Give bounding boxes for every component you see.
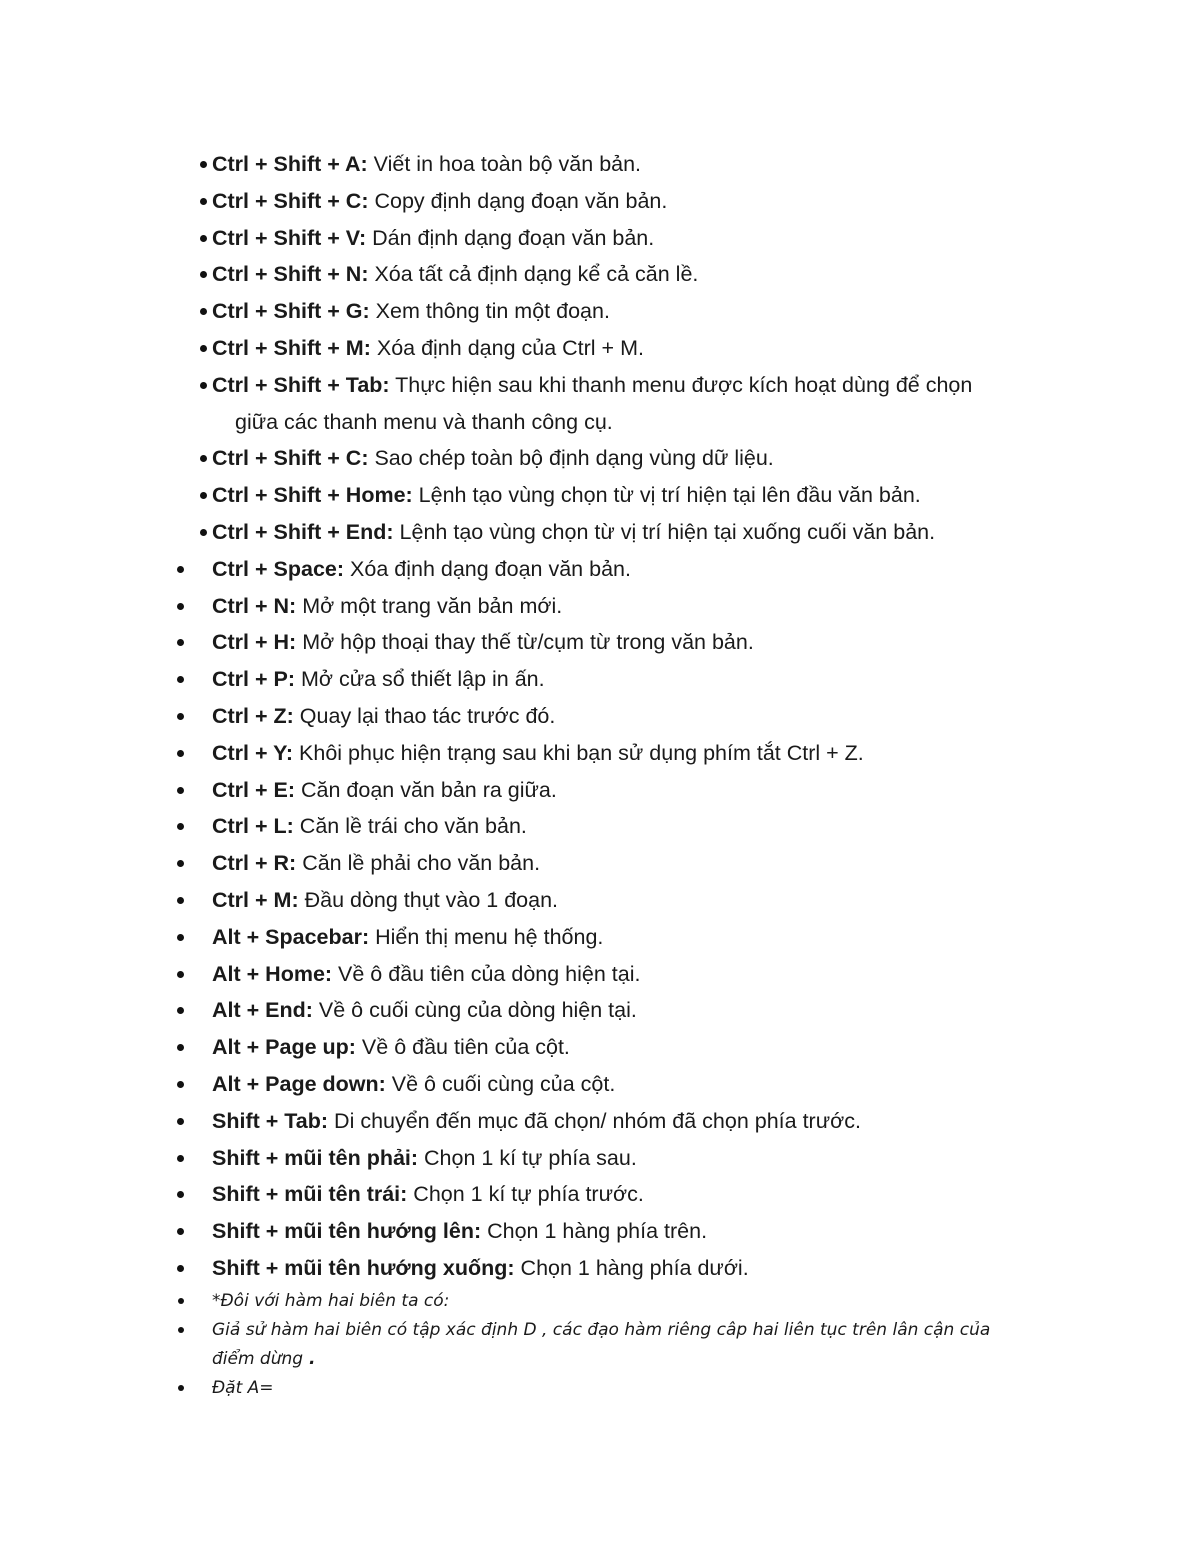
bullet-icon	[177, 787, 184, 794]
bullet-icon	[177, 1191, 184, 1198]
shortcut-desc-continued: giữa các thanh menu và thanh công cụ.	[235, 409, 613, 434]
list-item	[0, 256, 1200, 293]
bullet-icon	[200, 382, 207, 389]
shortcut-desc: Xóa định dạng của Ctrl + M.	[370, 335, 644, 360]
list-item	[0, 661, 1200, 698]
bullet-icon	[200, 308, 207, 315]
note-text-continued-tail: .	[303, 1348, 316, 1369]
shortcut-key: Ctrl + Shift + C:	[212, 446, 369, 471]
list-item	[0, 919, 1200, 956]
list-item	[0, 624, 1200, 661]
shortcut-desc: Về ô đầu tiên của dòng hiện tại.	[332, 961, 641, 986]
list-item	[0, 1316, 1200, 1374]
bullet-icon	[177, 823, 184, 830]
list-item	[0, 1374, 1200, 1403]
list-item	[0, 1140, 1200, 1177]
shortcut-key: Alt + Spacebar:	[212, 924, 370, 949]
note-text: *Đôi với hàm hai biên ta có:	[212, 1290, 450, 1311]
shortcut-desc: Về ô đầu tiên của cột.	[355, 1035, 570, 1060]
shortcut-key: Shift + mũi tên hướng lên:	[212, 1219, 482, 1244]
list-item	[0, 735, 1200, 772]
list-item	[0, 772, 1200, 809]
shortcut-key: Ctrl + Z:	[212, 703, 294, 728]
bullet-icon	[200, 235, 207, 242]
shortcut-key: Ctrl + E:	[212, 777, 296, 802]
shortcut-key: Ctrl + L:	[212, 814, 294, 839]
shortcut-desc: Di chuyển đến mục đã chọn/ nhóm đã chọn phía trước.	[328, 1108, 861, 1133]
shortcut-desc: Căn lề phải cho văn bản.	[296, 851, 541, 876]
list-item	[0, 183, 1200, 220]
shortcut-key: Ctrl + Shift + A:	[212, 152, 368, 176]
bullet-icon	[177, 1007, 184, 1014]
shortcut-key: Ctrl + M:	[212, 887, 299, 912]
list-item	[0, 1287, 1200, 1316]
shortcut-desc: Quay lại thao tác trước đó.	[293, 703, 556, 728]
shortcut-desc: Chọn 1 hàng phía trên.	[481, 1219, 708, 1244]
bullet-icon	[177, 750, 184, 757]
shortcut-key: Ctrl + Shift + M:	[212, 335, 371, 360]
shortcut-key: Alt + Home:	[212, 961, 333, 986]
list-item	[0, 440, 1200, 477]
list-item	[0, 845, 1200, 882]
bullet-icon	[177, 971, 184, 978]
shortcut-key: Ctrl + Space:	[212, 556, 345, 581]
shortcut-desc: Căn lề trái cho văn bản.	[293, 814, 527, 839]
shortcut-key: Ctrl + P:	[212, 667, 296, 692]
shortcut-key: Shift + mũi tên trái:	[212, 1182, 408, 1207]
list-item	[0, 367, 1200, 441]
shortcut-desc: Chọn 1 kí tự phía sau.	[418, 1145, 637, 1170]
shortcut-key: Alt + Page down:	[212, 1071, 386, 1096]
shortcut-key: Shift + Tab:	[212, 1108, 329, 1133]
shortcut-key: Shift + mũi tên phải:	[212, 1145, 419, 1170]
note-text: Đặt A=	[212, 1377, 274, 1398]
shortcut-key: Shift + mũi tên hướng xuống:	[212, 1255, 515, 1280]
shortcut-key: Ctrl + N:	[212, 593, 297, 618]
shortcut-desc: Chọn 1 kí tự phía trước.	[407, 1182, 644, 1207]
shortcut-key: Ctrl + Shift + Tab:	[212, 372, 390, 397]
bullet-icon	[177, 897, 184, 904]
shortcut-key: Ctrl + Shift + N:	[212, 262, 369, 287]
list-item	[0, 1213, 1200, 1250]
shortcut-key: Ctrl + Shift + C:	[212, 188, 369, 213]
list-item	[0, 1029, 1200, 1066]
list-item	[0, 992, 1200, 1029]
bullet-icon	[177, 1155, 184, 1162]
shortcut-desc: Dán định dạng đoạn văn bản.	[366, 225, 655, 250]
shortcut-desc: Chọn 1 hàng phía dưới.	[514, 1255, 749, 1280]
shortcut-list	[0, 146, 1200, 1403]
bullet-icon	[177, 676, 184, 683]
note-text-continued-main: điểm dừng	[212, 1348, 304, 1369]
shortcut-desc: Về ô cuối cùng của cột.	[385, 1071, 616, 1096]
note-text-continued	[212, 1345, 1200, 1374]
bullet-icon	[200, 345, 207, 352]
list-item	[0, 330, 1200, 367]
list-item	[0, 588, 1200, 625]
shortcut-desc: Hiển thị menu hệ thống.	[369, 924, 604, 949]
bullet-icon	[200, 529, 207, 536]
bullet-icon	[177, 1081, 184, 1088]
bullet-icon	[200, 271, 207, 278]
bullet-icon	[177, 860, 184, 867]
bullet-icon	[200, 455, 207, 462]
list-item	[0, 1066, 1200, 1103]
shortcut-key: Ctrl + Shift + End:	[212, 519, 394, 544]
list-item	[0, 293, 1200, 330]
list-item	[0, 1250, 1200, 1287]
bullet-icon	[178, 1327, 184, 1333]
note-text: Giả sử hàm hai biên có tập xác định D , các đạo hàm riêng câp hai liên tục trên lân cận của	[212, 1319, 991, 1340]
shortcut-desc: Về ô cuối cùng của dòng hiện tại.	[312, 998, 637, 1023]
shortcut-desc: Xem thông tin một đoạn.	[369, 299, 610, 324]
shortcut-desc: Mở một trang văn bản mới.	[296, 593, 563, 618]
shortcut-desc: Viết in hoa toàn bộ văn bản.	[367, 152, 642, 176]
bullet-icon	[177, 566, 184, 573]
shortcut-desc: Lệnh tạo vùng chọn từ vị trí hiện tại xuống cuối văn bản.	[393, 519, 936, 544]
list-item	[0, 551, 1200, 588]
list-item	[0, 698, 1200, 735]
bullet-icon	[177, 1118, 184, 1125]
bullet-icon	[178, 1385, 184, 1391]
shortcut-key: Alt + Page up:	[212, 1035, 356, 1060]
shortcut-key: Ctrl + Shift + Home:	[212, 483, 413, 508]
shortcut-desc: Sao chép toàn bộ định dạng vùng dữ liệu.	[368, 446, 774, 471]
list-item	[0, 882, 1200, 919]
shortcut-desc: Khôi phục hiện trạng sau khi bạn sử dụng phím tắt Ctrl + Z.	[293, 740, 864, 765]
shortcut-key: Ctrl + Shift + G:	[212, 299, 370, 324]
shortcut-key: Alt + End:	[212, 998, 313, 1023]
bullet-icon	[177, 1044, 184, 1051]
bullet-icon	[177, 934, 184, 941]
list-item	[0, 956, 1200, 993]
shortcut-desc: Xóa tất cả định dạng kể cả căn lề.	[368, 262, 699, 287]
bullet-icon	[177, 603, 184, 610]
bullet-icon	[200, 492, 207, 499]
bullet-icon	[200, 161, 207, 168]
list-item	[0, 1176, 1200, 1213]
bullet-icon	[178, 1298, 184, 1304]
shortcut-desc: Lệnh tạo vùng chọn từ vị trí hiện tại lên đầu văn bản.	[412, 483, 921, 508]
bullet-icon	[177, 1228, 184, 1235]
shortcut-key: Ctrl + Y:	[212, 740, 294, 765]
shortcut-desc: Thực hiện sau khi thanh menu được kích hoạt dùng để chọn	[389, 372, 973, 397]
shortcut-desc: Xóa định dạng đoạn văn bản.	[344, 556, 631, 581]
list-item	[0, 808, 1200, 845]
bullet-icon	[177, 639, 184, 646]
shortcut-desc: Mở hộp thoại thay thế từ/cụm từ trong văn bản.	[296, 630, 754, 655]
shortcut-key: Ctrl + H:	[212, 630, 297, 655]
list-item	[0, 477, 1200, 514]
list-item	[0, 220, 1200, 257]
shortcut-key: Ctrl + R:	[212, 851, 297, 876]
bullet-icon	[177, 1265, 184, 1272]
list-item	[0, 514, 1200, 551]
bullet-icon	[200, 198, 207, 205]
bullet-icon	[177, 713, 184, 720]
list-item	[0, 1103, 1200, 1140]
shortcut-desc: Đầu dòng thụt vào 1 đoạn.	[298, 887, 559, 912]
list-item	[0, 146, 1200, 183]
shortcut-desc: Căn đoạn văn bản ra giữa.	[295, 777, 557, 802]
shortcut-key: Ctrl + Shift + V:	[212, 225, 367, 250]
shortcut-desc: Copy định dạng đoạn văn bản.	[368, 188, 668, 213]
shortcut-desc: Mở cửa sổ thiết lập in ấn.	[295, 667, 545, 692]
